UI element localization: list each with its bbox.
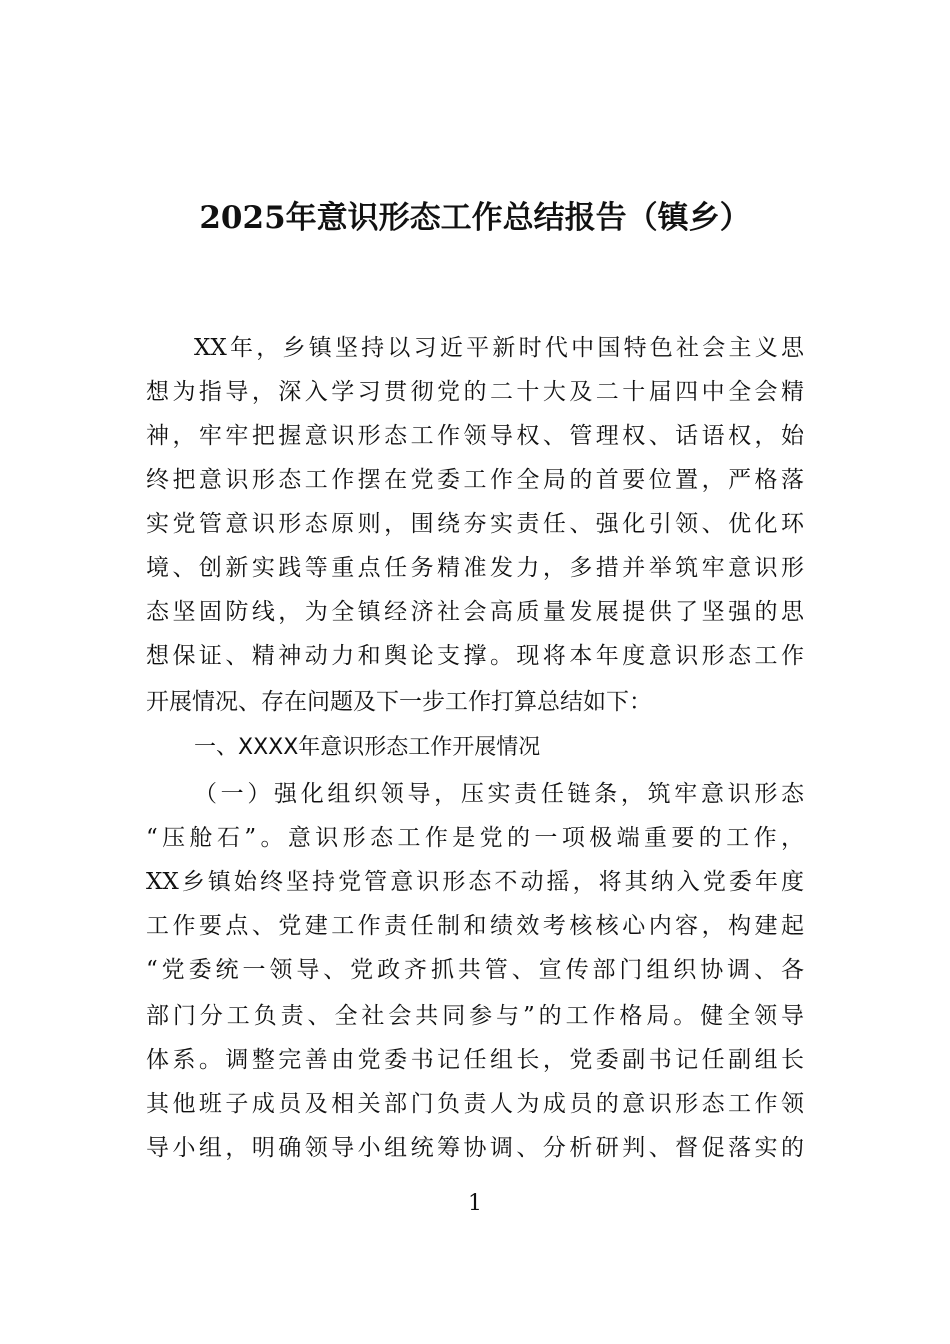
intro-line-8: 想保证、精神动力和舆论支撑。现将本年度意识形态工作: [146, 643, 804, 669]
intro-line-1: XX年，乡镇坚持以习近平新时代中国特色社会主义思: [194, 335, 804, 361]
subsection-line-7: 体系。调整完善由党委书记任组长，党委副书记任副组长: [146, 1047, 804, 1073]
subsection-line-1: （一）强化组织领导，压实责任链条，筑牢意识形态: [194, 781, 804, 807]
intro-line-5: 实党管意识形态原则，围绕夯实责任、强化引领、优化环: [146, 511, 804, 537]
intro-line-7: 态坚固防线，为全镇经济社会高质量发展提供了坚强的思: [146, 599, 804, 625]
intro-line-4: 终把意识形态工作摆在党委工作全局的首要位置，严格落: [146, 467, 804, 493]
document-title: 2025年意识形态工作总结报告（镇乡）: [199, 200, 751, 236]
subsection-line-3: XX乡镇始终坚持党管意识形态不动摇，将其纳入党委年度: [146, 869, 804, 895]
intro-line-3: 神，牢牢把握意识形态工作领导权、管理权、话语权，始: [146, 423, 804, 449]
subsection-line-5: “党委统一领导、党政齐抓共管、宣传部门组织协调、各: [146, 957, 804, 983]
subsection-line-6: 部门分工负责、全社会共同参与”的工作格局。健全领导: [146, 1003, 804, 1029]
section-heading: 一、XXXX年意识形态工作开展情况: [194, 735, 541, 760]
intro-line-2: 想为指导，深入学习贯彻党的二十大及二十届四中全会精: [146, 379, 804, 405]
subsection-line-2: “压舱石”。意识形态工作是党的一项极端重要的工作，: [146, 825, 804, 851]
subsection-line-9: 导小组，明确领导小组统筹协调、分析研判、督促落实的: [146, 1135, 804, 1161]
intro-line-6: 境、创新实践等重点任务精准发力，多措并举筑牢意识形: [146, 555, 804, 581]
subsection-line-4: 工作要点、党建工作责任制和绩效考核核心内容，构建起: [146, 913, 804, 939]
page-number: 1: [468, 1191, 482, 1216]
intro-line-9: 开展情况、存在问题及下一步工作打算总结如下：: [146, 689, 652, 715]
subsection-line-8: 其他班子成员及相关部门负责人为成员的意识形态工作领: [146, 1091, 804, 1117]
